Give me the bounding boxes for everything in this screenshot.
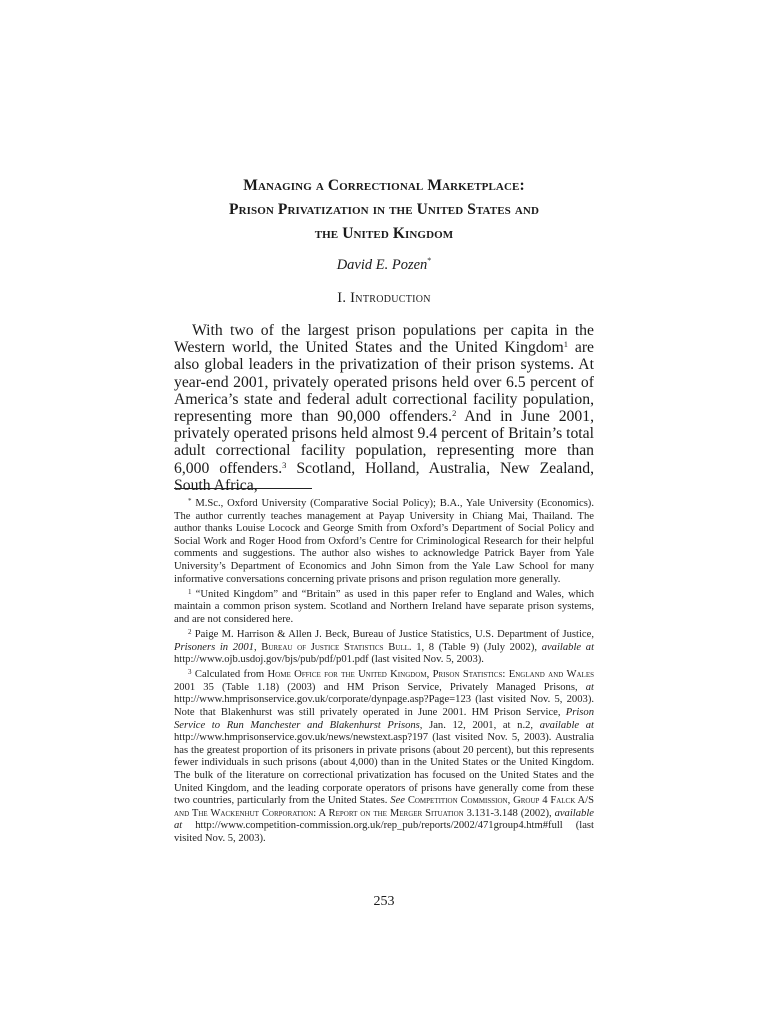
footnote-mark: 3 [188,668,192,677]
footnote-text: , Jan. 12, 2001, at n.2, [419,719,540,731]
footnote-text: 3.131-3.148 (2002), [463,807,555,819]
footnote-text: Calculated from [191,669,268,681]
footnote-3 [174,669,594,845]
author-name: David E. Pozen [336,257,428,273]
footnote-divider [174,488,312,489]
title-line-1: Managing a Correctional Marketplace: [243,177,525,194]
footnote-text: . 1, 8 (Table 9) (July 2002), [408,641,542,653]
title-line-2: Prison Privatization in the United States and [229,201,539,218]
body-sentence-1: With two of the largest prison populations per capita in the Western world, the United States and the United Kingdom [174,322,594,357]
footnote-text: http://www.hmprisonservice.gov.uk/news/newstext.asp?197 (last visited Nov. 5, 2003). Australia has the greatest proportion of its prisoners in private prisons (about 20 percent), but this represents fewer individuals in such prisons (about 4,000) than in the United States or the United Kingdom. The bulk of the literature on correctional privatization has focused on the United States and the United Kingdom, and the leading corporate operators of prisons have generally come from these two countries, particularly from the United States. [174,732,594,807]
footnote-url-text: http://www.ojb.usdoj.gov/bjs/pub/pdf/p01.pdf (last visited Nov. 5, 2003). [174,654,484,666]
footnote-text: “United Kingdom” and “Britain” as used in this paper refer to England and Wales, which maintain a common prison system. Scotland and Northern Ireland have separate prison systems, and are not considered here. [174,588,594,625]
footnote-text: , [253,641,262,653]
cited-publication: Bureau of Justice Statistics Bull [261,641,409,653]
author-byline [0,256,768,274]
cited-publication: Home Office for the United Kingdom, Prison Statistics: England and Wales [267,669,594,681]
title-line-3: the United Kingdom [314,225,454,242]
footnote-1 [174,589,594,627]
body-sentence-4: Scotland, Holland, Australia, New Zealand, South Africa, [174,459,595,494]
footnote-author [174,498,594,586]
page-number: 253 [373,894,395,909]
footnote-ref-2: 2 [452,408,457,419]
footnote-text: http://www.hmprisonservice.gov.uk/corporate/dynpage.asp?Page=123 (last visited Nov. 5, 2003). Note that Blakenhurst was still privately operated in June 2001. HM Prison Service, [174,694,594,718]
section-heading: I. Introduction [337,290,431,306]
footnote-text: M.Sc., Oxford University (Comparative Social Policy); B.A., Yale University (Economics). The author currently teaches management at Payap University in Chiang Mai, Thailand. The author thanks Louise Locock and George Smith from Oxford’s Department of Social Policy and Social Work and Roger Hood from Oxford’s Centre for Criminological Research for their helpful comments and suggestions. The author also wishes to acknowledge Patrick Bayer from Yale University’s Department of Economics and John Simon from the Yale Law School for many informative conversations concerning private prisons and prison regulation more generally. [174,498,594,585]
article-title [150,174,618,246]
signal-phrase: available at [174,807,594,832]
cited-title: Prison Service to Run Manchester and Blakenhurst Prisons [174,707,594,731]
footnote-2 [174,629,594,667]
signal-phrase: at [585,681,594,693]
signal-phrase: available at [541,641,595,653]
footnote-ref-1: 1 [563,339,568,350]
footnote-text: Paige M. Harrison & Allen J. Beck, Bureau of Justice Statistics, U.S. Department of Justice, [191,628,594,640]
footnote-url-text: http://www.competition-commission.org.uk/rep_pub/reports/2002/471group4.htm#full (last visited Nov. 5, 2003). [174,820,594,844]
footnote-mark: 1 [188,587,192,596]
body-sentence-2: are also global leaders in the privatization of their prison systems. At year-end 2001, privately operated prisons held over 6.5 percent of America’s state and federal adult correctional facility population, representing more than 90,000 offenders. [174,339,595,426]
footnote-ref-3: 3 [282,459,287,470]
cited-publication: Competition Commission, Group 4 Falck A/S and The Wackenhut Corporation: A Report on the Merger Situation [174,795,595,819]
footnote-mark: * [188,497,192,505]
signal-phrase: available at [539,719,594,731]
footnote-mark: 2 [188,627,192,636]
signal-phrase: See [390,795,405,807]
footnotes [174,498,594,848]
author-footnote-mark: * [427,256,432,265]
footnote-text: 2001 35 (Table 1.18) (2003) and HM Prison Service, Privately Managed Prisons, [174,681,586,693]
body-text [174,322,594,494]
cited-title: Prisoners in 2001 [174,641,254,653]
body-sentence-3: And in June 2001, privately operated prisons held almost 9.4 percent of Britain’s total adult correctional facility population, representing more than 6,000 offenders. [174,408,594,477]
body-paragraph [174,322,594,494]
